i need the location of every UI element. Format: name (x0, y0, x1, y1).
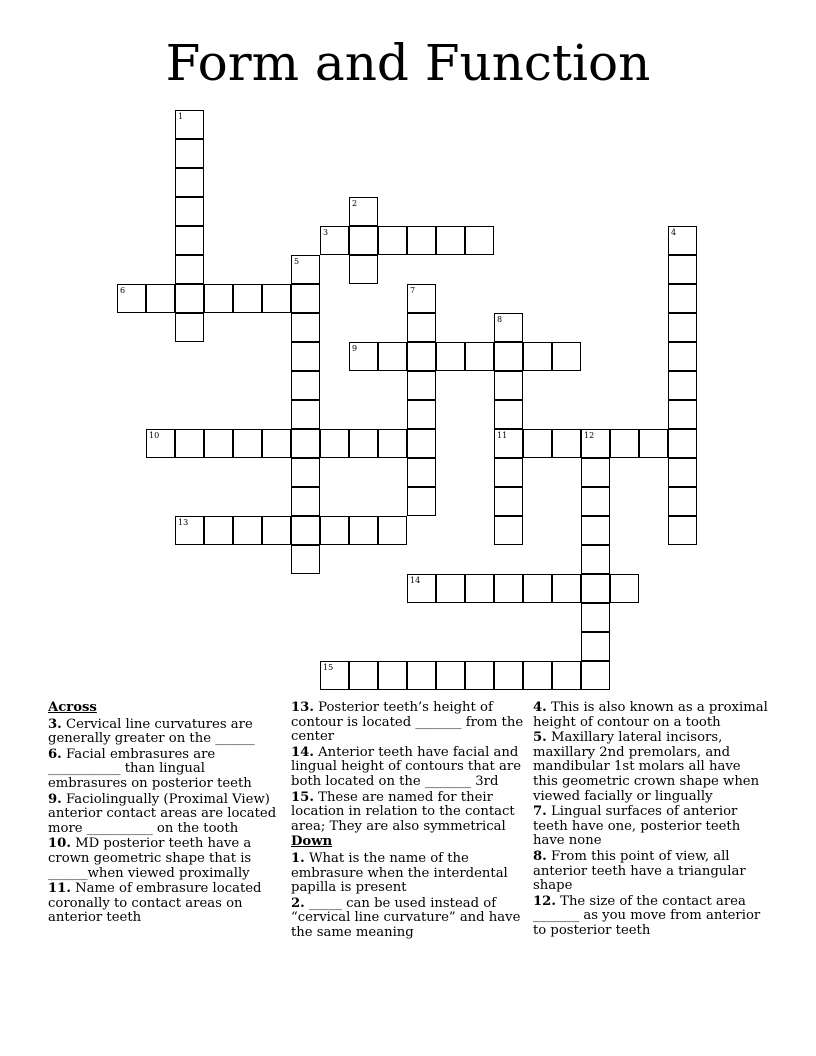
grid-cell[interactable] (291, 516, 320, 545)
grid-cell[interactable] (378, 516, 407, 545)
grid-cell[interactable] (494, 371, 523, 400)
grid-cell[interactable] (291, 284, 320, 313)
grid-cell[interactable] (233, 516, 262, 545)
grid-cell[interactable] (436, 226, 465, 255)
clue-number: 12. (533, 893, 556, 909)
grid-cell[interactable] (175, 284, 204, 313)
grid-cell[interactable] (175, 255, 204, 284)
grid-cell[interactable] (349, 661, 378, 690)
grid-cell[interactable] (494, 487, 523, 516)
clue-text: Maxillary lateral incisors, maxillary 2nd premolars, and mandibular 1st molars all have this geometric crown shape when viewed facially or lingually (533, 730, 760, 804)
grid-cell[interactable] (291, 458, 320, 487)
clue (533, 805, 769, 849)
clues-column-1 (48, 701, 284, 927)
clue-number: 9 (352, 344, 358, 353)
grid-cell[interactable] (407, 574, 436, 603)
clue-text: _____ can be used instead of “cervical line curvature” and have the same meaning (291, 895, 521, 940)
grid-cell[interactable] (117, 284, 146, 313)
grid-cell[interactable] (668, 487, 697, 516)
clues-column-3 (533, 701, 769, 940)
clue (291, 852, 527, 896)
clue (291, 897, 527, 941)
clue-number: 6. (48, 746, 62, 762)
grid-cell[interactable] (581, 516, 610, 545)
clue-number: 11. (48, 881, 71, 897)
clue-number: 3. (48, 716, 62, 732)
grid-cell[interactable] (349, 516, 378, 545)
grid-cell[interactable] (494, 342, 523, 371)
clue-text: Faciolingually (Proximal View) anterior contact areas are located more __________ on the tooth (48, 791, 277, 836)
grid-cell[interactable] (581, 574, 610, 603)
clue-number: 2. (291, 895, 305, 911)
clue-text: Cervical line curvatures are generally greater on the ______ (48, 716, 255, 747)
grid-cell[interactable] (204, 429, 233, 458)
grid-cell[interactable] (378, 429, 407, 458)
grid-cell[interactable] (523, 342, 552, 371)
grid-cell[interactable] (407, 429, 436, 458)
clue-number: 14 (410, 576, 421, 585)
grid-cell[interactable] (581, 632, 610, 661)
clue-text: The size of the contact area _______ as you move from anterior to posterior teeth (533, 893, 761, 938)
grid-cell[interactable] (175, 429, 204, 458)
clue-number: 11 (497, 431, 508, 440)
clue-number: 4. (533, 700, 547, 715)
grid-cell[interactable] (407, 400, 436, 429)
grid-cell[interactable] (494, 313, 523, 342)
clue-number: 15 (323, 663, 334, 672)
clue-number: 7. (533, 804, 547, 820)
clue-text: Facial embrasures are ___________ than lingual embrasures on posterior teeth (48, 746, 252, 791)
clue-text: From this point of view, all anterior teeth have a triangular shape (533, 848, 746, 894)
clue (48, 793, 284, 837)
across-heading: Across (48, 700, 97, 715)
grid-cell[interactable] (407, 661, 436, 690)
grid-cell[interactable] (668, 284, 697, 313)
grid-cell[interactable] (175, 168, 204, 197)
grid-cell[interactable] (494, 400, 523, 429)
clue-number: 15. (291, 789, 314, 805)
grid-cell[interactable] (291, 255, 320, 284)
grid-cell[interactable] (262, 284, 291, 313)
clue (533, 895, 769, 939)
grid-cell[interactable] (175, 516, 204, 545)
grid-cell[interactable] (494, 516, 523, 545)
grid-cell[interactable] (407, 284, 436, 313)
grid-cell[interactable] (175, 226, 204, 255)
clue-number: 14. (291, 744, 314, 760)
clue-number: 10. (48, 836, 71, 852)
clue-number: 7 (410, 286, 416, 295)
grid-cell[interactable] (349, 429, 378, 458)
clue-number: 12 (584, 431, 595, 440)
clue-number: 1. (291, 850, 305, 866)
grid-cell[interactable] (668, 400, 697, 429)
clue-number: 4 (671, 228, 677, 237)
grid-cell[interactable] (378, 661, 407, 690)
clue (48, 748, 284, 792)
clue-number: 8 (497, 315, 503, 324)
clue (533, 850, 769, 894)
grid-cell[interactable] (407, 458, 436, 487)
clue-text: Anterior teeth have facial and lingual height of contours that are both located on the _______ 3rd (291, 744, 522, 789)
grid-cell[interactable] (581, 545, 610, 574)
grid-cell[interactable] (146, 429, 175, 458)
grid-cell[interactable] (349, 197, 378, 226)
grid-cell[interactable] (668, 429, 697, 458)
clue (48, 837, 284, 881)
grid-cell[interactable] (204, 284, 233, 313)
grid-cell[interactable] (320, 226, 349, 255)
grid-cell[interactable] (668, 255, 697, 284)
grid-cell[interactable] (436, 661, 465, 690)
grid-cell[interactable] (320, 516, 349, 545)
clue-number: 13 (178, 518, 189, 527)
grid-cell[interactable] (523, 661, 552, 690)
grid-cell[interactable] (291, 545, 320, 574)
grid-cell[interactable] (668, 342, 697, 371)
clue-text: Name of embrasure located coronally to contact areas on anterior teeth (48, 881, 262, 926)
clue-text: What is the name of the embrasure when the interdental papilla is present (291, 850, 508, 896)
grid-cell[interactable] (668, 516, 697, 545)
grid-cell[interactable] (175, 139, 204, 168)
grid-cell[interactable] (407, 487, 436, 516)
grid-cell[interactable] (494, 458, 523, 487)
grid-cell[interactable] (465, 226, 494, 255)
grid-cell[interactable] (552, 574, 581, 603)
clue (291, 746, 527, 790)
clue (533, 701, 769, 730)
clue-text: These are named for their location in relation to the contact area; They are also symmetrical (291, 789, 515, 834)
grid-cell[interactable] (349, 226, 378, 255)
grid-cell[interactable] (552, 342, 581, 371)
grid-cell[interactable] (204, 516, 233, 545)
grid-cell[interactable] (668, 371, 697, 400)
clue (48, 882, 284, 926)
clue-number: 13. (291, 700, 314, 715)
grid-cell[interactable] (291, 342, 320, 371)
grid-cell[interactable] (378, 342, 407, 371)
clue-text: MD posterior teeth have a crown geometric shape that is ______when viewed proximally (48, 836, 252, 881)
clue (533, 731, 769, 804)
grid-cell[interactable] (465, 574, 494, 603)
clues-column-2 (291, 701, 527, 942)
page-title: Form and Function (165, 34, 651, 92)
grid-cell[interactable] (436, 342, 465, 371)
clue-number: 10 (149, 431, 160, 440)
grid-cell[interactable] (668, 458, 697, 487)
grid-cell[interactable] (581, 661, 610, 690)
grid-cell[interactable] (494, 574, 523, 603)
clue-number: 2 (352, 199, 358, 208)
grid-cell[interactable] (407, 313, 436, 342)
grid-cell[interactable] (349, 255, 378, 284)
clue (291, 701, 527, 745)
grid-cell[interactable] (494, 429, 523, 458)
grid-cell[interactable] (262, 429, 291, 458)
grid-cell[interactable] (407, 226, 436, 255)
grid-cell[interactable] (233, 429, 262, 458)
down-heading: Down (291, 834, 333, 850)
grid-cell[interactable] (291, 313, 320, 342)
grid-cell[interactable] (146, 284, 175, 313)
clue (291, 791, 527, 835)
grid-cell[interactable] (291, 400, 320, 429)
grid-cell[interactable] (291, 371, 320, 400)
grid-cell[interactable] (175, 197, 204, 226)
clue-number: 5. (533, 730, 547, 746)
grid-cell[interactable] (436, 574, 465, 603)
clue-number: 8. (533, 848, 547, 864)
clue-number: 9. (48, 791, 62, 807)
grid-cell[interactable] (320, 661, 349, 690)
grid-cell[interactable] (552, 429, 581, 458)
grid-cell[interactable] (668, 226, 697, 255)
grid-cell[interactable] (610, 429, 639, 458)
clue-number: 6 (120, 286, 126, 295)
clue (48, 718, 284, 747)
grid-cell[interactable] (523, 429, 552, 458)
grid-cell[interactable] (233, 284, 262, 313)
clue-text: This is also known as a proximal height of contour on a tooth (533, 700, 768, 730)
clue-number: 1 (178, 112, 184, 121)
clue-text: Lingual surfaces of anterior teeth have one, posterior teeth have none (533, 804, 741, 849)
clue-number: 3 (323, 228, 329, 237)
grid-cell[interactable] (494, 661, 523, 690)
grid-cell[interactable] (523, 574, 552, 603)
grid-cell[interactable] (581, 487, 610, 516)
grid-cell[interactable] (552, 661, 581, 690)
clue-text: Posterior teeth’s height of contour is located _______ from the center (291, 700, 524, 745)
grid-cell[interactable] (668, 313, 697, 342)
grid-cell[interactable] (262, 516, 291, 545)
grid-cell[interactable] (378, 226, 407, 255)
grid-cell[interactable] (610, 574, 639, 603)
grid-cell[interactable] (349, 342, 378, 371)
grid-cell[interactable] (465, 342, 494, 371)
grid-cell[interactable] (175, 110, 204, 139)
grid-cell[interactable] (407, 371, 436, 400)
grid-cell[interactable] (291, 429, 320, 458)
clue-number: 5 (294, 257, 300, 266)
grid-cell[interactable] (581, 458, 610, 487)
grid-cell[interactable] (291, 487, 320, 516)
grid-cell[interactable] (407, 342, 436, 371)
grid-cell[interactable] (581, 429, 610, 458)
grid-cell[interactable] (639, 429, 668, 458)
grid-cell[interactable] (320, 429, 349, 458)
grid-cell[interactable] (175, 313, 204, 342)
grid-cell[interactable] (465, 661, 494, 690)
grid-cell[interactable] (581, 603, 610, 632)
